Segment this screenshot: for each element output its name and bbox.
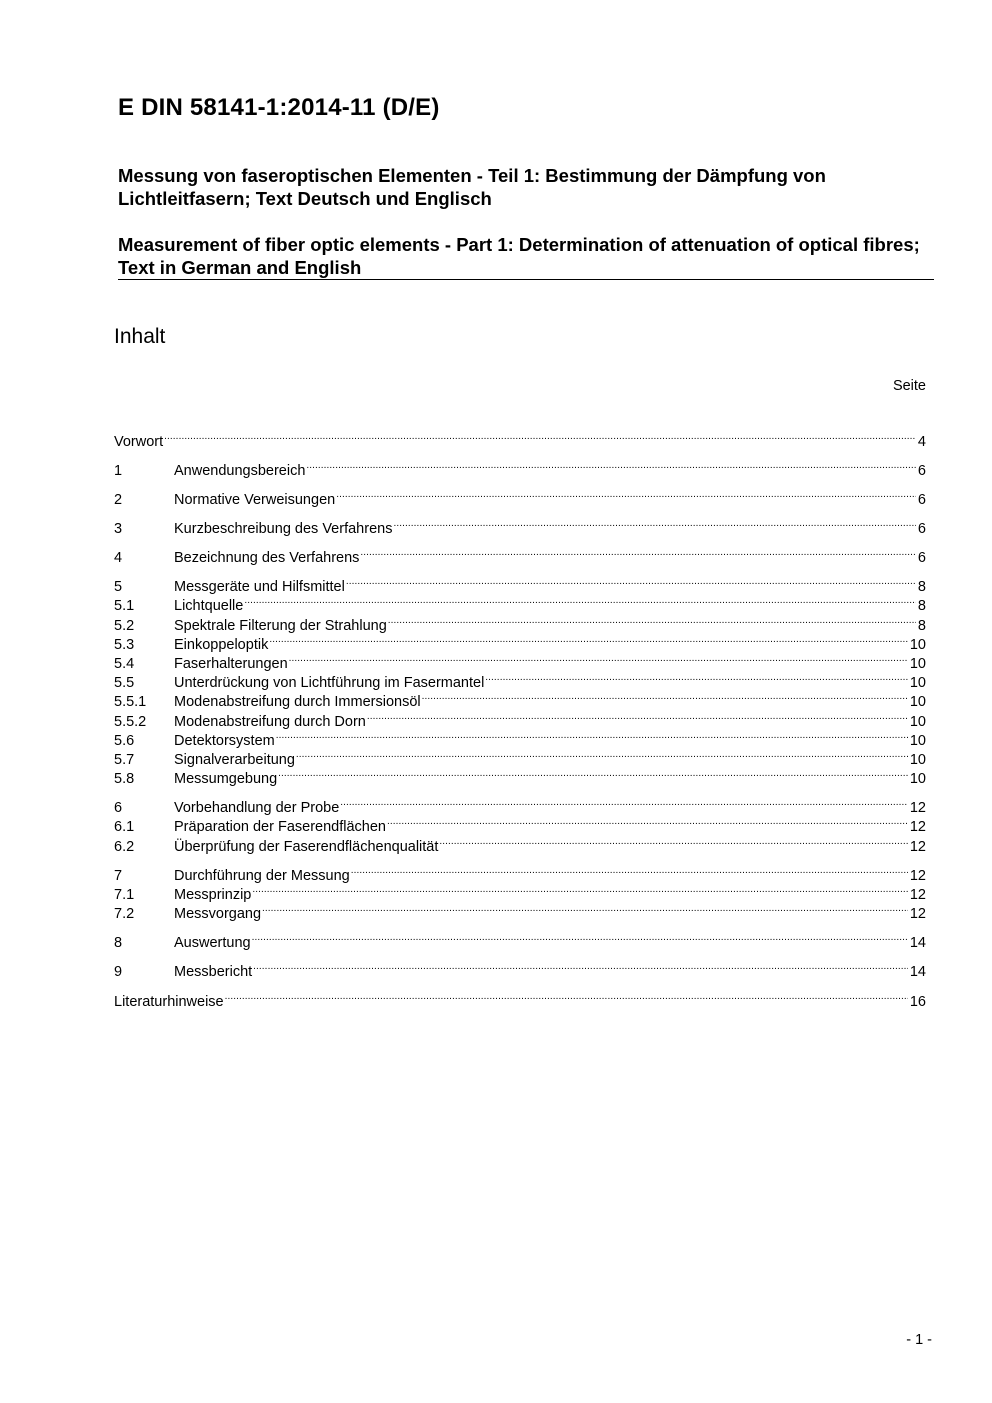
- toc-entry-title: Unterdrückung von Lichtführung im Fasermantel: [174, 675, 485, 691]
- toc-dot-leader: [163, 427, 916, 446]
- toc-dot-leader: [277, 764, 908, 783]
- toc-entry[interactable]: [114, 812, 926, 835]
- toc-entry-title: Faserhalterungen: [174, 656, 288, 672]
- toc-entry[interactable]: [114, 880, 926, 903]
- toc-entry-title: Anwendungsbereich: [174, 463, 306, 479]
- toc-entry[interactable]: [114, 928, 926, 951]
- toc-entry-title: Messvorgang: [174, 906, 262, 922]
- toc-dot-leader: [345, 572, 916, 591]
- toc-entry[interactable]: [114, 764, 926, 787]
- toc-entry-page: 12: [909, 906, 926, 922]
- toc-entry-number: 6.1: [114, 819, 135, 835]
- toc-dot-leader: [295, 745, 908, 764]
- toc-entry-title: Modenabstreifung durch Dorn: [174, 714, 366, 730]
- toc-entry-page: 10: [909, 733, 926, 749]
- toc-entry-title: Signalverarbeitung: [174, 752, 295, 768]
- toc-entry-page: 16: [909, 994, 926, 1010]
- toc-entry[interactable]: [114, 427, 926, 450]
- toc-entry-number: 7.1: [114, 887, 135, 903]
- page-column-label: Seite: [892, 378, 926, 394]
- toc-dot-leader: [243, 591, 916, 610]
- toc-entry-number: 5.4: [114, 656, 135, 672]
- toc-entry-page: 4: [917, 434, 926, 450]
- toc-dot-leader: [366, 707, 908, 726]
- toc-entry[interactable]: [114, 707, 926, 730]
- toc-dot-leader: [251, 928, 908, 947]
- toc-dot-leader: [261, 899, 908, 918]
- toc-entry[interactable]: [114, 572, 926, 595]
- toc-entry-page: 10: [909, 637, 926, 653]
- toc-entry-page: 6: [917, 521, 926, 537]
- page-number: - 1 -: [906, 1332, 932, 1348]
- toc-entry-title: Messumgebung: [174, 771, 278, 787]
- toc-dot-leader: [268, 630, 908, 649]
- toc-entry[interactable]: [114, 543, 926, 566]
- toc-entry-page: 6: [917, 492, 926, 508]
- toc-entry[interactable]: [114, 668, 926, 691]
- toc-dot-leader: [484, 668, 908, 687]
- toc-entry-number: 8: [114, 935, 123, 951]
- toc-entry-title: Einkoppeloptik: [174, 637, 269, 653]
- toc-entry-page: 14: [909, 935, 926, 951]
- toc-dot-leader: [288, 649, 908, 668]
- toc-entry-title: Auswertung: [174, 935, 251, 951]
- toc-dot-leader: [421, 687, 908, 706]
- toc-entry[interactable]: [114, 649, 926, 672]
- toc-entry-title: Modenabstreifung durch Immersionsöl: [174, 694, 421, 710]
- toc-entry[interactable]: [114, 591, 926, 614]
- toc-entry-title: Lichtquelle: [174, 598, 244, 614]
- toc-entry-page: 6: [917, 550, 926, 566]
- toc-dot-leader: [438, 832, 907, 851]
- toc-entry-title: Messgeräte und Hilfsmittel: [174, 579, 345, 595]
- document-id: E DIN 58141-1:2014-11 (D/E): [118, 94, 440, 121]
- toc-entry-title: Überprüfung der Faserendflächenqualität: [174, 839, 439, 855]
- toc-entry-number: 9: [114, 964, 123, 980]
- title-block: [118, 164, 933, 279]
- toc-entry-number: 5.2: [114, 618, 135, 634]
- toc-dot-leader: [387, 611, 916, 630]
- toc-entry-number: 7: [114, 868, 123, 884]
- toc-entry-number: 7.2: [114, 906, 135, 922]
- toc-dot-leader: [305, 456, 916, 475]
- toc-entry-title: Durchführung der Messung: [174, 868, 350, 884]
- toc-entry-number: 5.8: [114, 771, 135, 787]
- toc-entry-page: 8: [917, 618, 926, 634]
- toc-entry-number: 2: [114, 492, 123, 508]
- toc-dot-leader: [224, 987, 908, 1006]
- toc-entry[interactable]: [114, 630, 926, 653]
- toc-entry-title: Messbericht: [174, 964, 253, 980]
- toc-entry[interactable]: [114, 514, 926, 537]
- toc-entry-page: 10: [909, 694, 926, 710]
- toc-entry-number: 1: [114, 463, 123, 479]
- title-divider: [118, 279, 934, 280]
- toc-entry-page: 6: [917, 463, 926, 479]
- toc-entry[interactable]: [114, 687, 926, 710]
- toc-entry-number: 5: [114, 579, 123, 595]
- toc-entry-number: 5.6: [114, 733, 135, 749]
- toc-entry-title: Präparation der Faserendflächen: [174, 819, 386, 835]
- toc-dot-leader: [386, 812, 908, 831]
- toc-dot-leader: [251, 880, 908, 899]
- toc-dot-leader: [350, 861, 908, 880]
- toc-entry[interactable]: [114, 745, 926, 768]
- toc-entry-title: Literaturhinweise: [114, 994, 224, 1010]
- toc-entry-page: 10: [909, 752, 926, 768]
- toc-entry-page: 8: [917, 598, 926, 614]
- toc-dot-leader: [339, 793, 908, 812]
- toc-dot-leader: [359, 543, 916, 562]
- toc-entry[interactable]: [114, 456, 926, 479]
- toc-entry-title: Kurzbeschreibung des Verfahrens: [174, 521, 393, 537]
- toc-dot-leader: [392, 514, 915, 533]
- toc-entry-title: Detektorsystem: [174, 733, 275, 749]
- toc-heading: Inhalt: [114, 325, 166, 348]
- title-german: Messung von faseroptischen Elementen - Teil 1: Bestimmung der Dämpfung von Lichtleitfasern; Text Deutsch und Englisch: [118, 165, 826, 209]
- toc-entry-number: 6.2: [114, 839, 135, 855]
- toc-entry-page: 12: [909, 819, 926, 835]
- toc-entry-page: 14: [909, 964, 926, 980]
- toc-entry[interactable]: [114, 485, 926, 508]
- toc-entry-page: 8: [917, 579, 926, 595]
- toc-entry-number: 5.7: [114, 752, 135, 768]
- toc-entry-page: 10: [909, 771, 926, 787]
- toc-entry-title: Normative Verweisungen: [174, 492, 336, 508]
- toc-dot-leader: [275, 726, 908, 745]
- toc-entry[interactable]: [114, 793, 926, 816]
- toc-entry-number: 5.5.2: [114, 714, 147, 730]
- toc-entry[interactable]: [114, 832, 926, 855]
- toc-dot-leader: [335, 485, 916, 504]
- toc-entry-page: 12: [909, 887, 926, 903]
- toc-entry-number: 6: [114, 800, 123, 816]
- toc-entry[interactable]: [114, 957, 926, 980]
- toc-entry-number: 3: [114, 521, 123, 537]
- toc-entry-page: 10: [909, 656, 926, 672]
- title-english: Measurement of fiber optic elements - Part 1: Determination of attenuation of optical fibres; Text in German and English: [118, 234, 920, 278]
- toc-entry-page: 12: [909, 800, 926, 816]
- toc-entry[interactable]: [114, 726, 926, 749]
- toc-entry[interactable]: [114, 611, 926, 634]
- toc-entry-page: 10: [909, 675, 926, 691]
- toc-entry[interactable]: [114, 987, 926, 1010]
- toc-entry-number: 5.5: [114, 675, 135, 691]
- toc-entry-number: 5.5.1: [114, 694, 147, 710]
- toc-entry-page: 10: [909, 714, 926, 730]
- toc-entry-number: 5.3: [114, 637, 135, 653]
- toc-entry-title: Vorbehandlung der Probe: [174, 800, 340, 816]
- toc-entry[interactable]: [114, 861, 926, 884]
- toc-entry-page: 12: [909, 868, 926, 884]
- toc-entry-title: Vorwort: [114, 434, 164, 450]
- toc-entry-title: Spektrale Filterung der Strahlung: [174, 618, 387, 634]
- toc-entry[interactable]: [114, 899, 926, 922]
- toc-entry-number: 4: [114, 550, 123, 566]
- toc-entry-title: Messprinzip: [174, 887, 252, 903]
- toc-entry-page: 12: [909, 839, 926, 855]
- toc-dot-leader: [252, 957, 908, 976]
- toc-entry-title: Bezeichnung des Verfahrens: [174, 550, 360, 566]
- toc-entry-number: 5.1: [114, 598, 135, 614]
